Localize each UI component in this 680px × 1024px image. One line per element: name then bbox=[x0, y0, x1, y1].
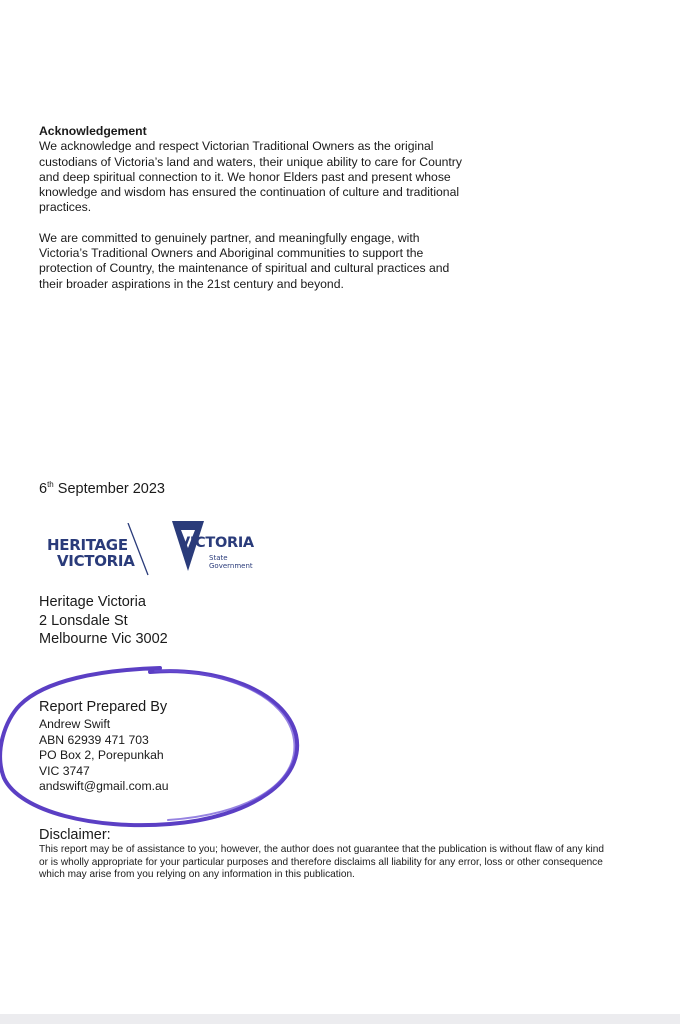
heritage-logo-slash-icon bbox=[47, 523, 153, 579]
preparer-po-box: PO Box 2, Porepunkah bbox=[39, 748, 164, 763]
viewer-bottom-bar bbox=[0, 1014, 680, 1024]
heritage-logo-line-2: VICTORIA bbox=[57, 552, 135, 570]
date-day: 6 bbox=[39, 481, 48, 497]
disclaimer-text: This report may be of assistance to you; however, the author does not guarantee that the publication is without flaw of any kind or is wholly appropriate for your particular purposes and therefore disclaims all liability for any error, loss or other consequence which may arise from you relying on any information in this publication. bbox=[39, 844, 605, 881]
logos bbox=[40, 515, 280, 577]
victoria-logo-sub-2: Government bbox=[209, 562, 253, 570]
victoria-state-government-logo bbox=[171, 518, 271, 574]
report-date bbox=[39, 480, 165, 497]
disclaimer-section bbox=[39, 827, 609, 882]
heritage-logo-line-1: HERITAGE bbox=[47, 536, 128, 554]
acknowledgement-paragraph-2: We are committed to genuinely partner, and meaningfully engage, with Victoria’s Traditional Owners and Aboriginal communities to support the protection of Country, the maintenance of spiritual and cultural practices and their broader aspirations in the 21st century and beyond. bbox=[39, 230, 450, 291]
preparer-email: andswift@gmail.com.au bbox=[39, 779, 169, 794]
acknowledgement-paragraph-1: We acknowledge and respect Victorian Traditional Owners as the original custodians of Victoria’s land and waters, their unique ability to care for Country and deep spiritual connection to it. We honor Elders past and present whose knowledge and wisdom has ensured the continuation of culture and traditional practices. bbox=[39, 139, 462, 215]
prepared-by-title: Report Prepared By bbox=[39, 699, 168, 715]
address-line-2: 2 Lonsdale St bbox=[39, 612, 128, 629]
address-block bbox=[39, 593, 168, 649]
prepared-by-details bbox=[39, 717, 169, 795]
prepared-by-section bbox=[39, 699, 169, 795]
victoria-logo-sub-1: State bbox=[209, 554, 228, 562]
date-rest: September 2023 bbox=[53, 481, 165, 497]
preparer-abn: ABN 62939 471 703 bbox=[39, 732, 149, 747]
preparer-state: VIC 3747 bbox=[39, 763, 90, 778]
acknowledgement-section bbox=[39, 124, 469, 292]
date-suffix: th bbox=[47, 480, 54, 489]
victoria-logo-subtitle bbox=[209, 554, 253, 570]
preparer-name: Andrew Swift bbox=[39, 717, 111, 731]
acknowledgement-title: Acknowledgement bbox=[39, 124, 147, 138]
disclaimer-title: Disclaimer: bbox=[39, 827, 111, 843]
address-line-3: Melbourne Vic 3002 bbox=[39, 631, 168, 647]
address-line-1: Heritage Victoria bbox=[39, 594, 146, 610]
heritage-victoria-logo bbox=[47, 523, 153, 579]
victoria-wordmark: VICTORIA bbox=[179, 535, 254, 551]
